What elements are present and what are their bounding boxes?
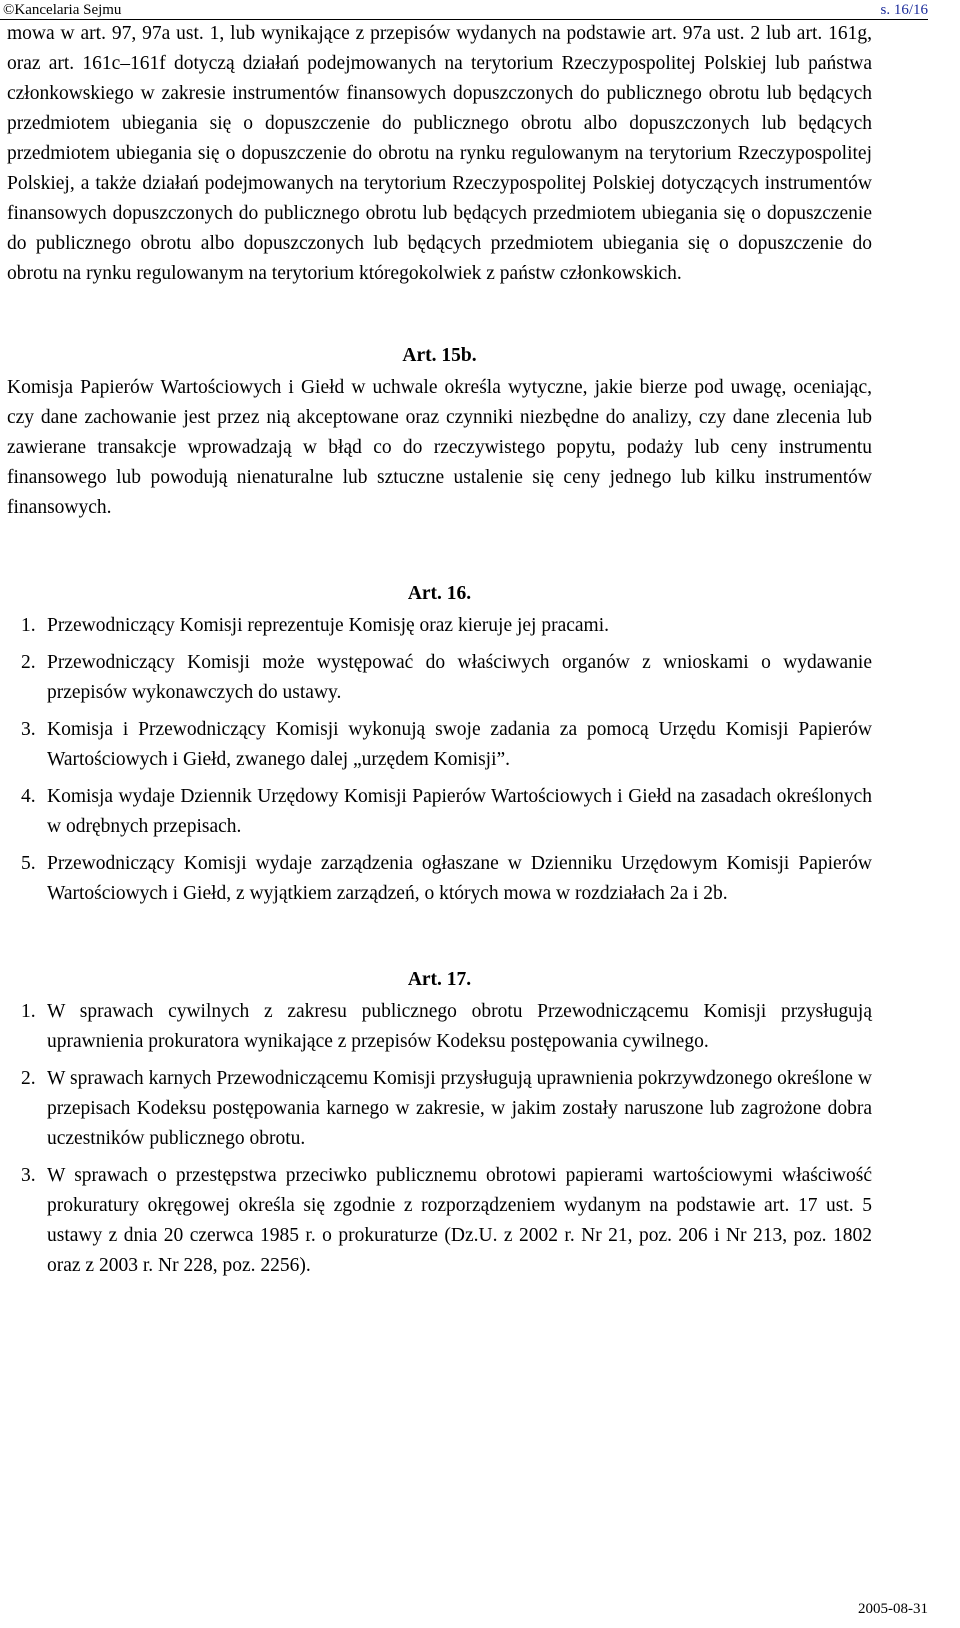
article-16-item-2 [7, 648, 872, 708]
item-number: 3. [21, 719, 36, 740]
article-16-heading: Art. 16. [407, 583, 472, 604]
article-15b-heading: Art. 15b. [402, 345, 477, 366]
item-number: 5. [21, 853, 36, 874]
item-number: 2. [21, 1068, 36, 1089]
article-15b-text: Komisja Papierów Wartościowych i Giełd w uchwale określa wytyczne, jakie bierze pod uwagę, oceniając, czy dane zachowanie jest przez nią akceptowane oraz czynniki niezbędne do analizy, czy dane zlecenia lub zawierane transakcje wprowadzają w błąd co do rzeczywistego popytu, podaży lub ceny instrumentu finansowego lub powodują nienaturalne lub sztuczne ustalenie się ceny jednego lub kilku instrumentów finansowych. [7, 377, 872, 518]
continuation-paragraph: mowa w art. 97, 97a ust. 1, lub wynikające z przepisów wydanych na podstawie art. 97a ust. 2 lub art. 161g, oraz art. 161c–161f dotyczą działań podejmowanych na terytorium Rzeczypospolitej Polskiej lub państwa członkowskiego w zakresie instrumentów finansowych dopuszczonych do publicznego obrotu lub będących przedmiotem ubiegania się o dopuszczenie do publicznego obrotu albo dopuszczonych lub będących przedmiotem ubiegania się o dopuszczenie do obrotu na rynku regulowanym na terytorium Rzeczypospolitej Polskiej, a także działań podejmowanych na terytorium Rzeczypospolitej Polskiej dotyczących instrumentów finansowych dopuszczonych do publicznego obrotu lub będących przedmiotem ubiegania się o dopuszczenie do publicznego obrotu albo dopuszczonych lub będących przedmiotem ubiegania się o dopuszczenie do obrotu na rynku regulowanym na terytorium któregokolwiek z państw członkowskich. [7, 23, 872, 284]
item-number: 2. [21, 652, 36, 673]
item-text: W sprawach o przestępstwa przeciwko publicznemu obrotowi papierami wartościowymi właściwość prokuratury okręgowej określa się zgodnie z rozporządzeniem wydanym na podstawie art. 17 ust. 5 ustawy z dnia 20 czerwca 1985 r. o prokuraturze (Dz.U. z 2002 r. Nr 21, poz. 206 i Nr 213, poz. 1802 oraz z 2003 r. Nr 228, poz. 2256). [47, 1165, 872, 1276]
item-number: 3. [21, 1165, 36, 1186]
page-number[interactable]: s. 16/16 [880, 2, 928, 18]
item-text: Przewodniczący Komisji wydaje zarządzenia ogłaszane w Dzienniku Urzędowym Komisji Papierów Wartościowych i Giełd, z wyjątkiem zarządzeń, o których mowa w rozdziałach 2a i 2b. [47, 853, 872, 904]
article-17-heading: Art. 17. [407, 969, 472, 990]
article-16-list [7, 611, 872, 909]
footer-date: 2005-08-31 [858, 1601, 928, 1617]
document-body [7, 19, 872, 1288]
article-17-item-3 [7, 1161, 872, 1281]
article-16-item-3 [7, 715, 872, 775]
item-number: 1. [21, 1001, 36, 1022]
header-source: ©Kancelaria Sejmu [3, 2, 122, 18]
article-17-item-2 [7, 1064, 872, 1154]
item-text: W sprawach cywilnych z zakresu publicznego obrotu Przewodniczącemu Komisji przysługują uprawnienia prokuratora wynikające z przepisów Kodeksu postępowania cywilnego. [47, 1001, 872, 1052]
item-text: Komisja i Przewodniczący Komisji wykonują swoje zadania za pomocą Urzędu Komisji Papierów Wartościowych i Giełd, zwanego dalej „urzędem Komisji”. [47, 719, 872, 770]
article-16-item-4 [7, 782, 872, 842]
item-text: Komisja wydaje Dziennik Urzędowy Komisji Papierów Wartościowych i Giełd na zasadach określonych w odrębnych przepisach. [47, 786, 872, 837]
item-text: Przewodniczący Komisji może występować do właściwych organów z wnioskami o wydawanie przepisów wykonawczych do ustawy. [47, 652, 872, 703]
item-text: W sprawach karnych Przewodniczącemu Komisji przysługują uprawnienia pokrzywdzonego określone w przepisach Kodeksu postępowania karnego w zakresie, w jakim zostały naruszone lub zagrożone dobra uczestników publicznego obrotu. [47, 1068, 872, 1149]
article-16-item-5 [7, 849, 872, 909]
item-text: Przewodniczący Komisji reprezentuje Komisję oraz kieruje jej pracami. [47, 615, 610, 636]
article-17-list [7, 997, 872, 1281]
article-17-item-1 [7, 997, 872, 1057]
item-number: 4. [21, 786, 36, 807]
article-16-item-1 [7, 611, 872, 641]
item-number: 1. [21, 615, 36, 636]
